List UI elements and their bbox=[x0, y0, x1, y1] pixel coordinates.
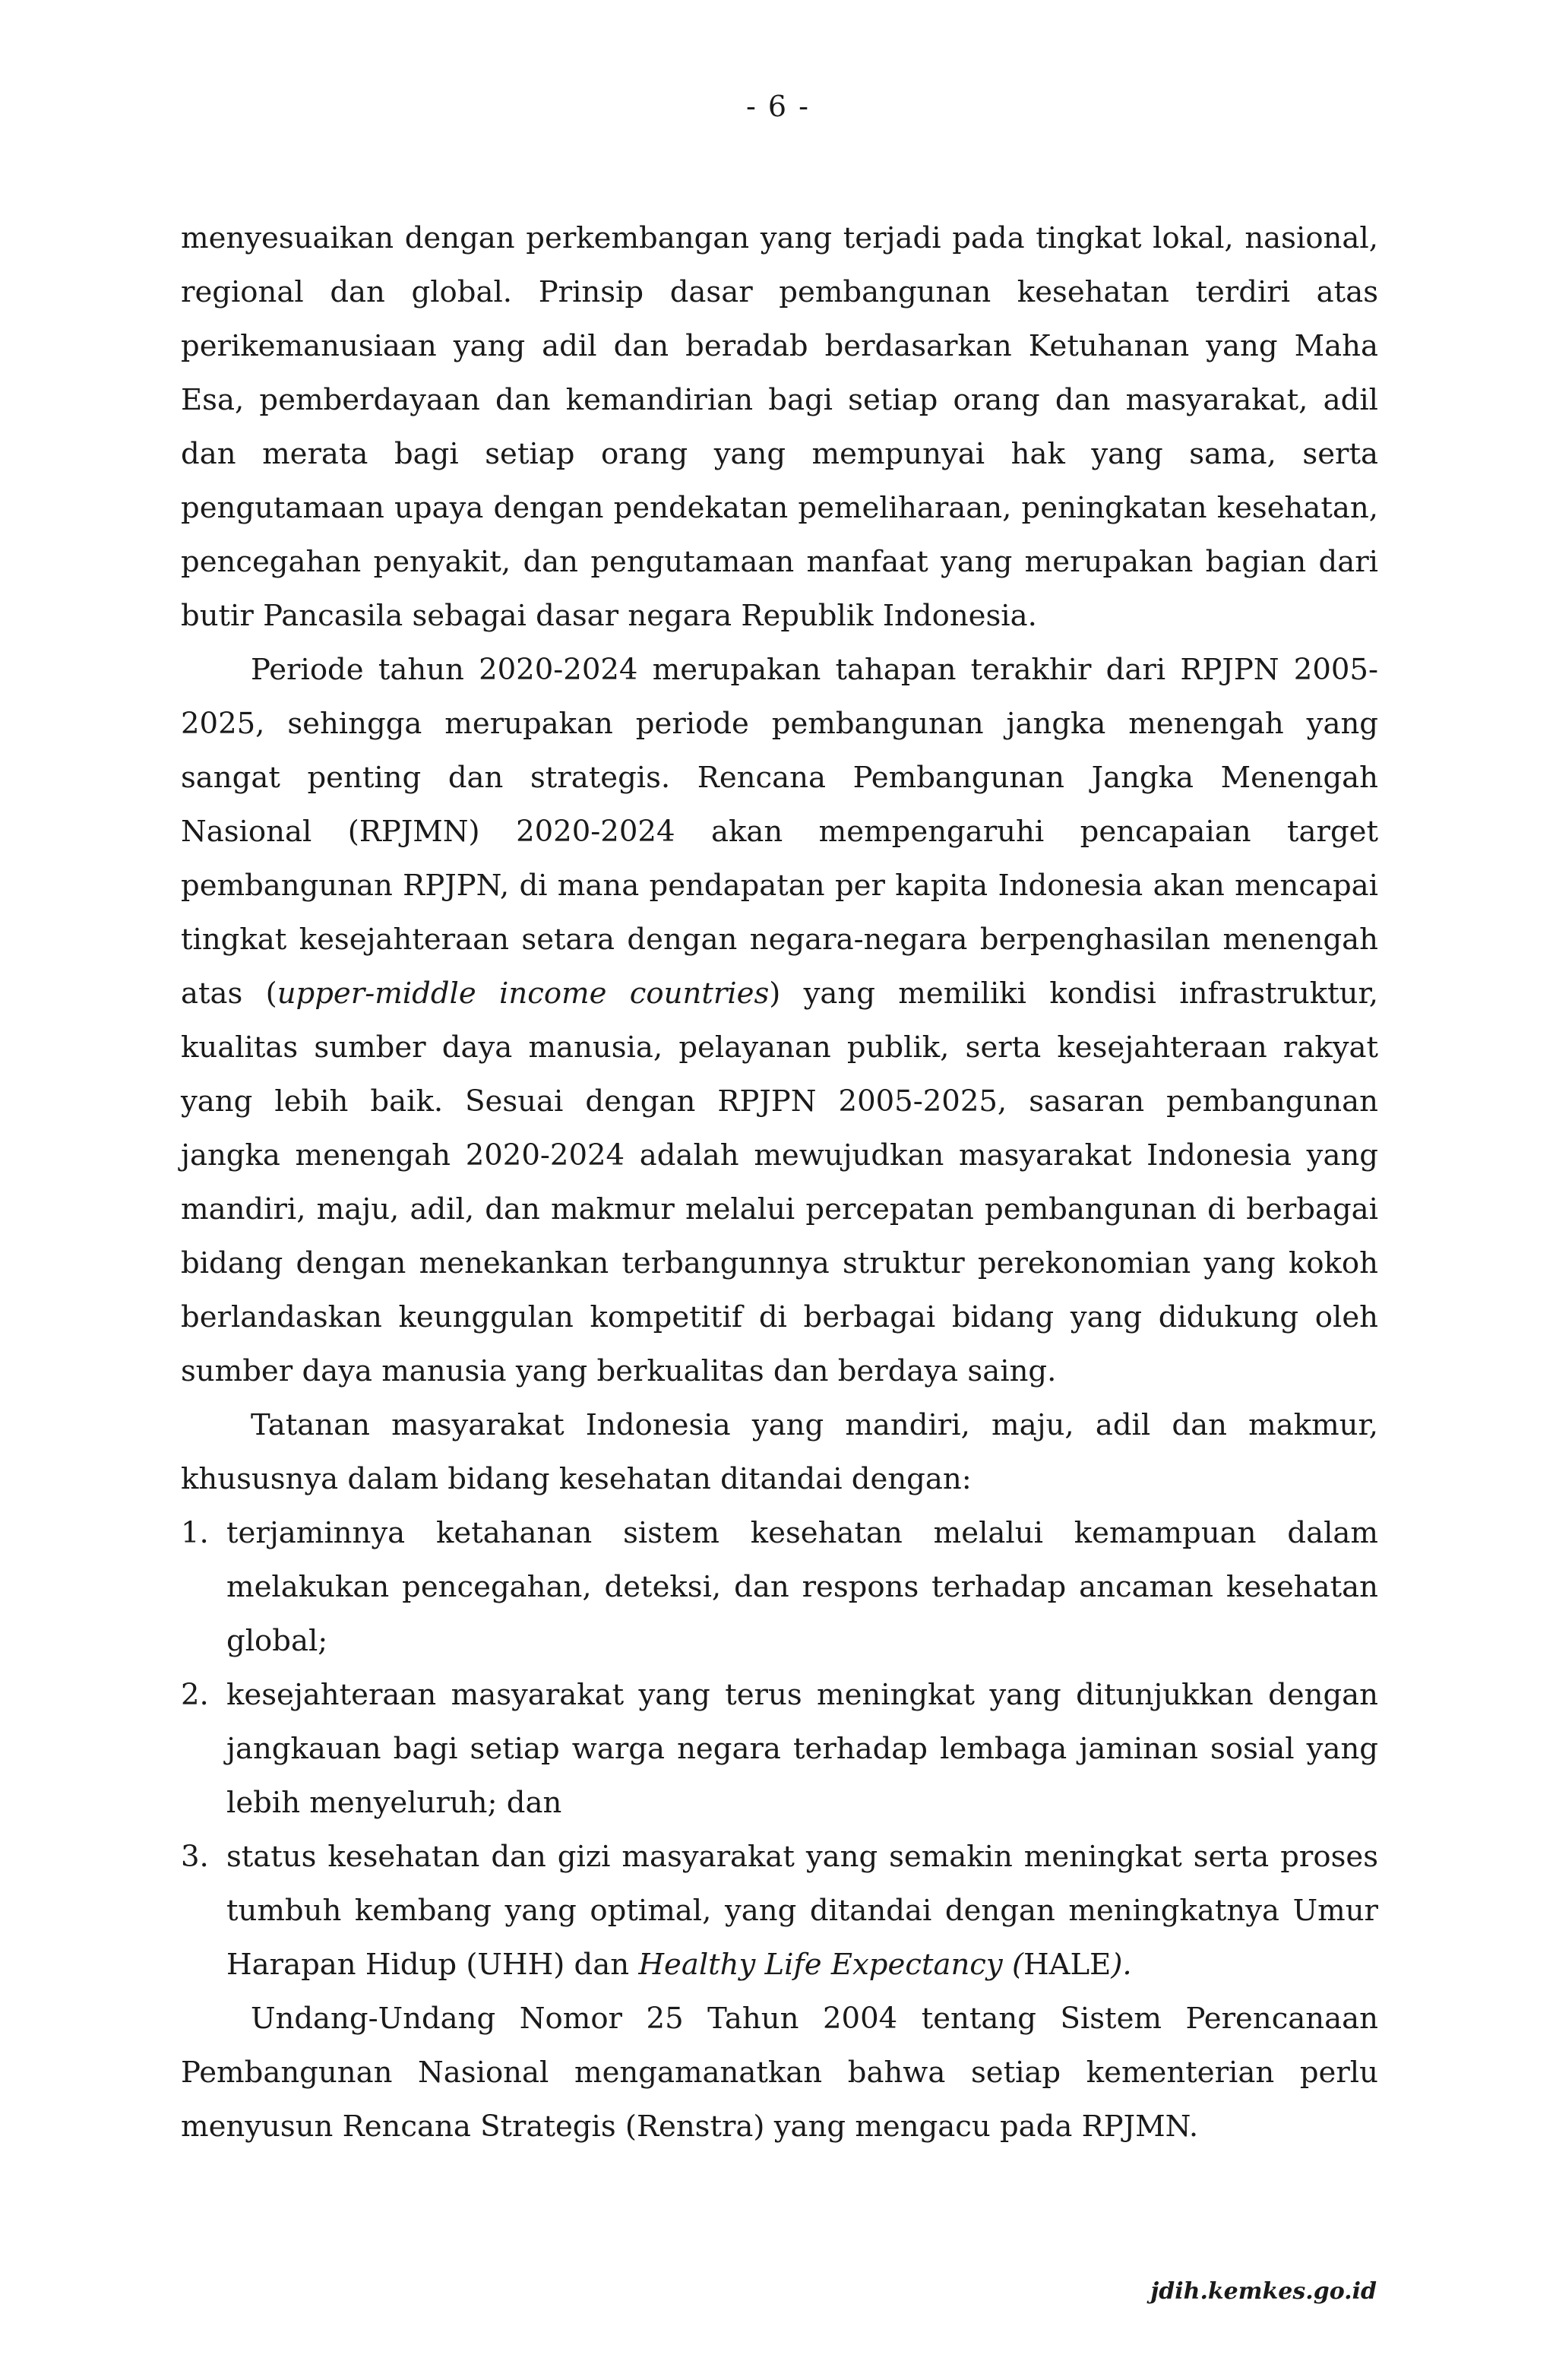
list-item-text-b: HALE bbox=[1023, 1948, 1112, 1982]
list-item-italic: Healthy Life Expectancy ( bbox=[638, 1948, 1024, 1982]
footer-source-link[interactable]: jdih.kemkes.go.id bbox=[1150, 2278, 1377, 2305]
list-item-text: terjaminnya ketahanan sistem kesehatan melalui kemampuan dalam melakukan pencegahan, deteksi, dan respons terhadap ancaman kesehatan global; bbox=[226, 1516, 1378, 1658]
list-item-text: status kesehatan dan gizi masyarakat yang semakin meningkat serta proses tumbuh kembang yang optimal, yang ditandai dengan meningkatnya Umur Harapan Hidup (UHH) dan bbox=[226, 1840, 1378, 1982]
paragraph-periode bbox=[181, 643, 1378, 1398]
paragraph-continuation: menyesuaikan dengan perkembangan yang terjadi pada tingkat lokal, nasional, regional dan global. Prinsip dasar pembangunan kesehatan terdiri atas perikemanusiaan yang adil dan beradab berdasarkan Ketuhanan yang Maha Esa, pemberdayaan dan kemandirian bagi setiap orang dan masyarakat, adil dan merata bagi setiap orang yang mempunyai hak yang sama, serta pengutamaan upaya dengan pendekatan pemeliharaan, peningkatan kesehatan, pencegahan penyakit, dan pengutamaan manfaat yang merupakan bagian dari butir Pancasila sebagai dasar negara Republik Indonesia. bbox=[181, 221, 1378, 633]
list-item-number: 1. bbox=[181, 1516, 209, 1550]
list-item bbox=[181, 1830, 1378, 1992]
paragraph-periode-text-b: ) yang memiliki kondisi infrastruktur, kualitas sumber daya manusia, pelayanan publik, serta kesejahteraan rakyat yang lebih baik. Sesuai dengan RPJPN 2005-2025, sasaran pembangunan jangka menengah 2020-2024 adalah mewujudkan masyarakat Indonesia yang mandiri, maju, adil, dan makmur melalui percepatan pembangunan di berbagai bidang dengan menekankan terbangunnya struktur perekonomian yang kokoh berlandaskan keunggulan kompetitif di berbagai bidang yang didukung oleh sumber daya manusia yang berkualitas dan berdaya saing. bbox=[181, 976, 1378, 1388]
list-item-number: 2. bbox=[181, 1678, 209, 1712]
list-item-italic-end: ). bbox=[1111, 1948, 1132, 1982]
paragraph-undang-undang: Undang-Undang Nomor 25 Tahun 2004 tentang Sistem Perencanaan Pembangunan Nasional mengamanatkan bahwa setiap kementerian perlu menyusun Rencana Strategis (Renstra) yang mengacu pada RPJMN. bbox=[181, 2002, 1378, 2144]
criteria-list bbox=[181, 1506, 1378, 1992]
page-number: - 6 - bbox=[745, 90, 810, 123]
document-body bbox=[181, 211, 1378, 2154]
paragraph-periode-text-a: Periode tahun 2020-2024 merupakan tahapan terakhir dari RPJPN 2005-2025, sehingga merupakan periode pembangunan jangka menengah yang sangat penting dan strategis. Rencana Pembangunan Jangka Menengah Nasional (RPJMN) 2020-2024 akan mempengaruhi pencapaian target pembangunan RPJPN, di mana pendapatan per kapita Indonesia akan mencapai tingkat kesejahteraan setara dengan negara-negara berpenghasilan menengah atas ( bbox=[181, 653, 1378, 1011]
paragraph-tatanan: Tatanan masyarakat Indonesia yang mandiri, maju, adil dan makmur, khususnya dalam bidang kesehatan ditandai dengan: bbox=[181, 1408, 1378, 1496]
list-item bbox=[181, 1506, 1378, 1668]
paragraph-periode-italic: upper-middle income countries bbox=[277, 976, 770, 1011]
list-item-number: 3. bbox=[181, 1840, 209, 1874]
list-item bbox=[181, 1668, 1378, 1830]
list-item-text: kesejahteraan masyarakat yang terus meningkat yang ditunjukkan dengan jangkauan bagi setiap warga negara terhadap lembaga jaminan sosial yang lebih menyeluruh; dan bbox=[226, 1678, 1378, 1820]
